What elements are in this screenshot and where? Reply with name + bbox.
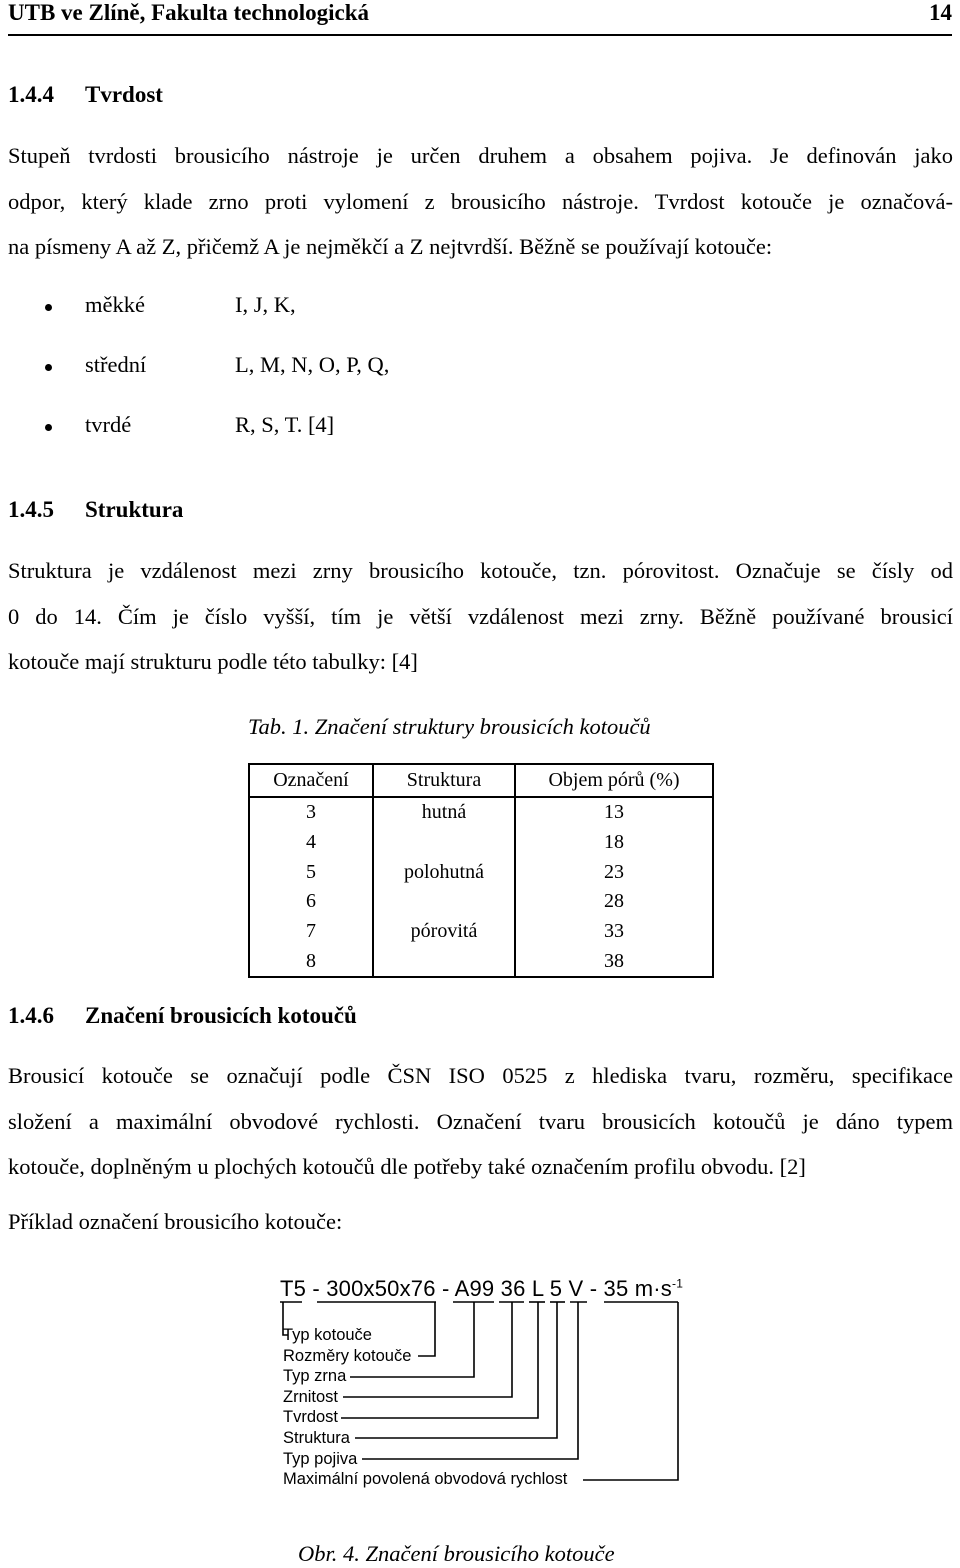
section-number: 1.4.4 <box>8 82 54 107</box>
table-cell: 23 <box>515 857 713 887</box>
table-cell: 6 <box>249 887 373 917</box>
column-header: Označení <box>249 764 373 797</box>
table-cell: hutná <box>373 797 515 828</box>
table-cell: 4 <box>249 828 373 858</box>
column-header: Objem pórů (%) <box>515 764 713 797</box>
text-line: Brousicí kotouče se označují podle ČSN ISO 0525 z hlediska tvaru, rozměru, specifikace <box>8 1063 953 1088</box>
table-cell: 3 <box>249 797 373 828</box>
legend-item: Typ kotouče <box>283 1326 372 1344</box>
legend-item: Zrnitost <box>283 1387 339 1406</box>
table-cell: 28 <box>515 887 713 917</box>
bullet-letters: L, M, N, O, P, Q, <box>235 352 390 377</box>
text-line: kotouče mají strukturu podle této tabulky: [4] <box>8 649 418 674</box>
text-line: složení a maximální obvodové rychlosti. Označení tvaru brousicích kotoučů je dáno typem <box>8 1108 953 1134</box>
text-line: 0 do 14. Čím je číslo vyšší, tím je větší vzdálenost mezi zrny. Běžně používané brousicí <box>8 603 953 629</box>
text-line: Stupeň tvrdosti brousicího nástroje je určen druhem a obsahem pojiva. Je definován jako <box>8 143 953 168</box>
legend-item: Maximální povolená obvodová rychlost <box>283 1470 568 1489</box>
text-line: Struktura je vzdálenost mezi zrny brousicího kotouče, tzn. pórovitost. Označuje se čísly od <box>8 558 953 583</box>
section-number: 1.4.6 <box>8 1003 54 1028</box>
table-cell: pórovitá <box>373 917 515 947</box>
bullet-letters: R, S, T. [4] <box>235 412 335 437</box>
legend-item: Rozměry kotouče <box>283 1346 412 1365</box>
text-line: Příklad označení brousicího kotouče: <box>8 1209 343 1234</box>
table-cell: 5 <box>249 857 373 887</box>
text-line: odpor, který klade zrno proti vylomení z brousicího nástroje. Tvrdost kotouče je označová- <box>8 188 953 214</box>
bullet-kind: střední <box>85 352 147 377</box>
code-text: T5 - 300x50x76 - A99 36 L 5 V - 35 m·s <box>280 1276 672 1301</box>
table-cell: 38 <box>515 946 713 977</box>
table-cell: 8 <box>249 946 373 977</box>
legend-item: Typ zrna <box>283 1367 347 1386</box>
bullet-kind: měkké <box>85 292 145 317</box>
table-cell: 13 <box>515 797 713 828</box>
designation-legend <box>283 1325 567 1490</box>
table-caption: Tab. 1. Značení struktury brousicích kotoučů <box>248 714 651 739</box>
section-number: 1.4.5 <box>8 497 54 522</box>
bullet-letters: I, J, K, <box>235 292 296 317</box>
figure-caption: Obr. 4. Značení brousicího kotouče <box>298 1541 615 1566</box>
section-title: Značení brousicích kotoučů <box>85 1003 357 1028</box>
table-cell: polohutná <box>373 857 515 887</box>
table-cell: 7 <box>249 917 373 947</box>
table-cell: 18 <box>515 828 713 858</box>
text-line: kotouče, doplněným u plochých kotoučů dle potřeby také označením profilu obvodu. [2] <box>8 1154 806 1179</box>
bullet-kind: tvrdé <box>85 412 132 437</box>
header-title: UTB ve Zlíně, Fakulta technologická <box>8 0 369 25</box>
page-number: 14 <box>929 0 952 25</box>
table-cell: 33 <box>515 917 713 947</box>
section-title: Struktura <box>85 497 184 522</box>
legend-item: Struktura <box>283 1428 350 1447</box>
column-header: Struktura <box>373 764 515 797</box>
legend-item: Tvrdost <box>283 1408 339 1427</box>
legend-item: Typ pojiva <box>283 1449 358 1468</box>
text-line: na písmeny A až Z, přičemž A je nejměkčí a Z nejtvrdší. Běžně se používají kotouče: <box>8 234 773 259</box>
section-title: Tvrdost <box>85 82 163 107</box>
code-exponent: -1 <box>672 1276 684 1291</box>
